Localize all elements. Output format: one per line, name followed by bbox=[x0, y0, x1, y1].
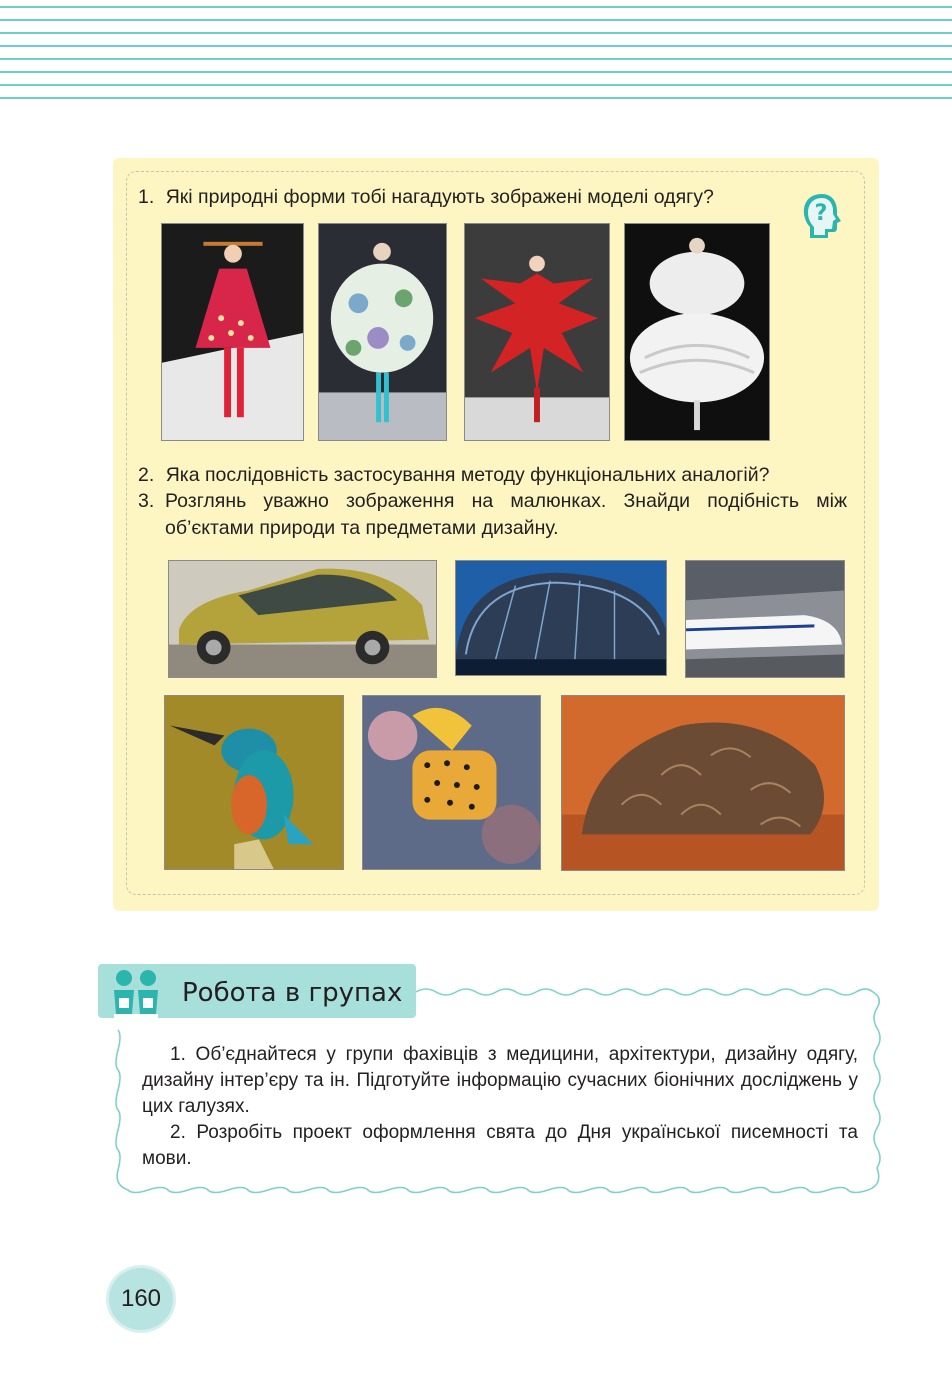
glass-building-photo bbox=[455, 560, 667, 676]
question-head-icon bbox=[798, 190, 846, 242]
question-2-text: Яка послідовність застосування методу функціональних аналогій? bbox=[165, 464, 770, 486]
group-work-tasks bbox=[142, 1042, 858, 1172]
group-work-title: Робота в групах bbox=[182, 978, 403, 1008]
bullet-train-photo bbox=[685, 560, 845, 678]
question-1 bbox=[138, 184, 778, 211]
concept-car-photo bbox=[168, 560, 437, 678]
question-3-line-1: Розглянь уважно зображення на малюнках. Знайди подібність між bbox=[165, 490, 847, 512]
svg-text:?: ? bbox=[814, 201, 828, 226]
fashion-photo-floral-dress bbox=[318, 223, 447, 441]
fashion-photo-white-dress bbox=[624, 223, 770, 441]
question-3-line-2: об’єктами природи та предметами дизайну. bbox=[165, 517, 559, 539]
fashion-photo-spiky-dress bbox=[464, 223, 610, 441]
question-1-number: 1. bbox=[138, 186, 155, 208]
boxfish-photo bbox=[362, 695, 541, 870]
group-children-icon bbox=[106, 964, 166, 1024]
question-3-number: 3. bbox=[138, 490, 155, 512]
kingfisher-photo bbox=[164, 695, 344, 870]
question-3 bbox=[138, 488, 858, 542]
pangolin-photo bbox=[561, 695, 845, 871]
group-work-header-tab bbox=[98, 964, 416, 1018]
question-1-text: Які природні форми тобі нагадують зображені моделі одягу? bbox=[165, 186, 714, 208]
question-2-number: 2. bbox=[138, 464, 155, 486]
group-task-2: 2. Розробіть проект оформлення свята до Дня української писемності та мови. bbox=[142, 1122, 858, 1169]
fashion-photo-red-dress bbox=[161, 223, 304, 441]
page-number: 160 bbox=[109, 1268, 173, 1330]
header-rule-lines bbox=[0, 0, 952, 110]
question-2 bbox=[138, 462, 858, 489]
group-task-1: 1. Об’єднайтеся у групи фахівців з медицини, архітектури, дизайну одягу, дизайну інтер’єру та ін. Підготуйте інформацію сучасних біонічних досліджень у цих галузях. bbox=[142, 1044, 858, 1117]
